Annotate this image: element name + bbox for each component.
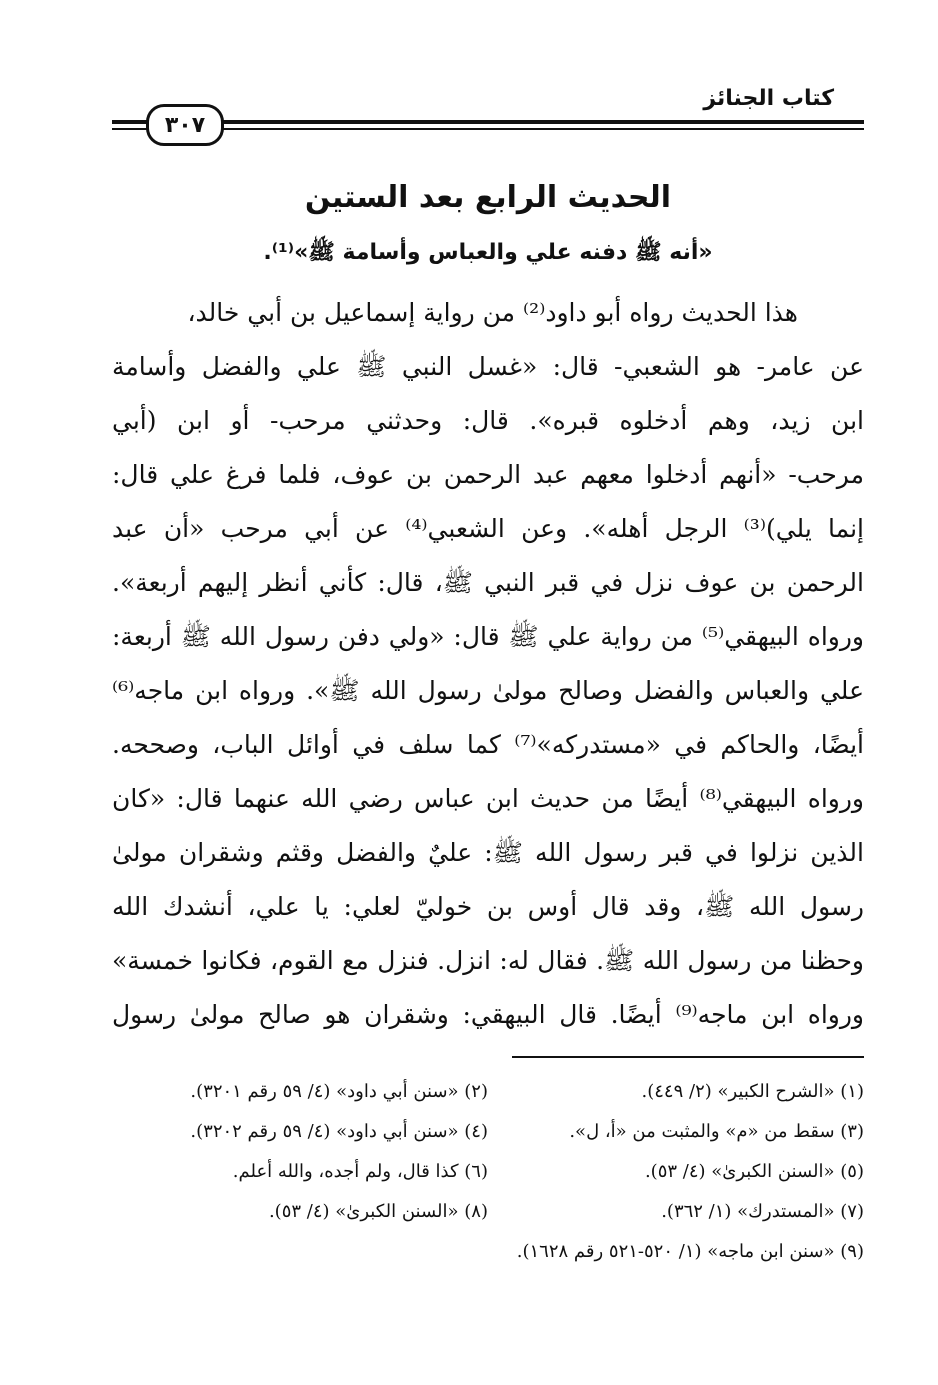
body-line: أيضًا، والحاكم في «مستدركه»⁽⁷⁾ كما سلف في أوائل الباب، وصححه. bbox=[112, 730, 864, 759]
body-line: ابن زيد، وهم أدخلوه قبره». قال: وحدثني مرحب- أو ابن (أبي bbox=[112, 406, 864, 435]
footnote: (٨) «السنن الكبرىٰ» (٤/ ٥٣). bbox=[268, 1201, 488, 1222]
header-rule-thin bbox=[112, 128, 864, 130]
footnote-row bbox=[112, 1192, 864, 1232]
body-line: ورواه البيهقي⁽⁸⁾ أيضًا من حديث ابن عباس رضي الله عنهما قال: «كان bbox=[112, 784, 864, 813]
footnote-row bbox=[112, 1152, 864, 1192]
body-line: ورواه ابن ماجه⁽⁹⁾ أيضًا. قال البيهقي: وشقران هو صالح مولىٰ رسول bbox=[112, 1000, 864, 1029]
footnote-row bbox=[112, 1232, 864, 1272]
footnote-divider bbox=[512, 1056, 864, 1058]
footnote: (٦) كذا قال، ولم أجده، والله أعلم. bbox=[232, 1161, 488, 1182]
footnote: (٧) «المستدرك» (١/ ٣٦٢). bbox=[661, 1201, 864, 1222]
footnote: (٥) «السنن الكبرىٰ» (٤/ ٥٣). bbox=[644, 1161, 864, 1182]
footnote-row bbox=[112, 1072, 864, 1112]
footnote: (٤) «سنن أبي داود» (٤/ ٥٩ رقم ٣٢٠٢). bbox=[190, 1121, 488, 1142]
body-line: الرحمن بن عوف نزل في قبر النبي ﷺ، قال: كأني أنظر إليهم أربعة». bbox=[112, 568, 864, 597]
body-line: علي والعباس والفضل وصالح مولىٰ رسول الله ﷺ». ورواه ابن ماجه⁽⁶⁾ bbox=[112, 676, 864, 705]
footnote: (١) «الشرح الكبير» (٢/ ٤٤٩). bbox=[641, 1081, 864, 1102]
footnote: (٢) «سنن أبي داود» (٤/ ٥٩ رقم ٣٢٠١). bbox=[190, 1081, 488, 1102]
footnote: (٩) «سنن ابن ماجه» (١/ ٥٢٠-٥٢١ رقم ١٦٢٨). bbox=[516, 1241, 864, 1262]
body-text bbox=[112, 286, 864, 1042]
body-line: ورواه البيهقي⁽⁵⁾ من رواية علي ﷺ قال: «ولي دفن رسول الله ﷺ أربعة: bbox=[112, 622, 864, 651]
footnote-row bbox=[112, 1112, 864, 1152]
body-line: الذين نزلوا في قبر رسول الله ﷺ: عليٌ والفضل وقثم وشقران مولىٰ bbox=[112, 838, 864, 867]
body-line: مرحب- «أنهم أدخلوا معهم عبد الرحمن بن عوف، فلما فرغ علي قال: bbox=[112, 460, 864, 489]
running-title: كتاب الجنائز bbox=[703, 86, 834, 111]
footnotes bbox=[112, 1072, 864, 1272]
hadith-title: الحديث الرابع بعد الستين bbox=[304, 180, 672, 215]
footnote: (٣) سقط من «م» والمثبت من «أ، ل». bbox=[569, 1121, 864, 1142]
page-number: ٣٠٧ bbox=[146, 104, 224, 146]
hadith-subtitle: «أنه ﷺ دفنه علي والعباس وأسامة ﷺ»⁽¹⁾. bbox=[263, 240, 713, 265]
body-line: رسول الله ﷺ، وقد قال أوس بن خوليّ لعلي: يا علي، أنشدك الله bbox=[112, 892, 864, 921]
body-line: هذا الحديث رواه أبو داود⁽²⁾ من رواية إسماعيل بن أبي خالد، bbox=[187, 298, 798, 327]
body-line: إنما يلي)⁽³⁾ الرجل أهله». وعن الشعبي⁽⁴⁾ عن أبي مرحب «أن عبد bbox=[112, 514, 864, 543]
page-header bbox=[112, 80, 864, 140]
body-line: وحظنا من رسول الله ﷺ. فقال له: انزل. فنزل مع القوم، فكانوا خمسة» bbox=[112, 946, 864, 975]
header-rule-thick bbox=[112, 120, 864, 124]
body-line: عن عامر- هو الشعبي- قال: «غسل النبي ﷺ علي والفضل وأسامة bbox=[112, 352, 864, 381]
